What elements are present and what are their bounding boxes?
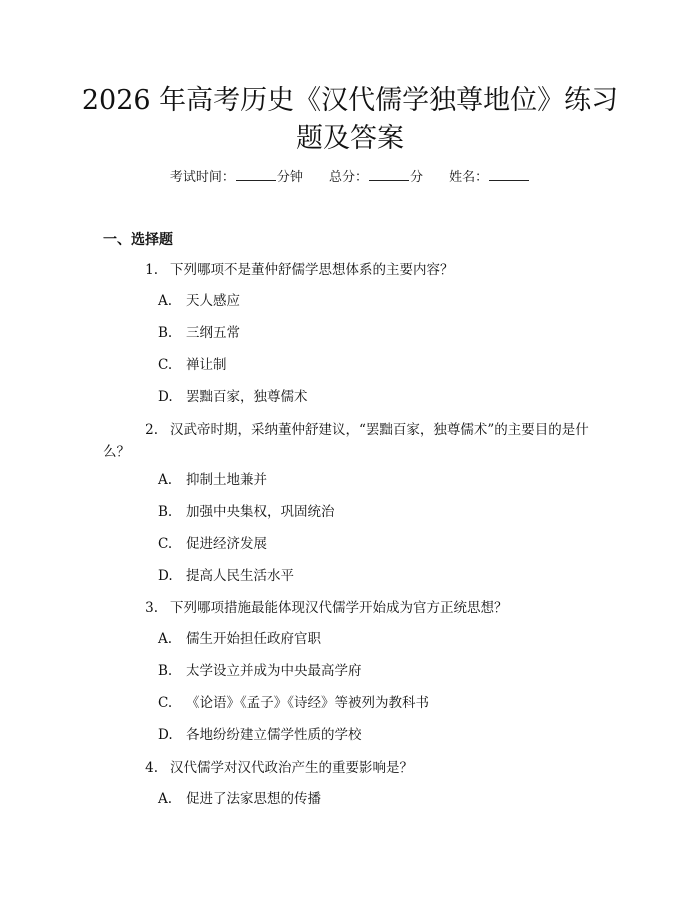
option-label: B. [158, 663, 173, 679]
section-title: 一、选择题 [103, 232, 173, 248]
option-label: A. [158, 631, 173, 647]
option-2b[interactable] [158, 502, 335, 522]
option-3d[interactable] [158, 725, 362, 745]
option-label: C. [158, 695, 173, 711]
option-label: C. [158, 357, 173, 373]
exam-time-blank[interactable] [236, 168, 276, 181]
option-text: 抑制土地兼并 [186, 472, 267, 488]
exam-time-label: 考试时间： [169, 170, 235, 185]
option-text: 各地纷纷建立儒学性质的学校 [186, 727, 362, 743]
option-label: A. [158, 293, 173, 309]
option-3b[interactable] [158, 661, 362, 681]
question-3 [103, 597, 603, 619]
option-text: 天人感应 [186, 293, 240, 309]
page-title-line-1: 2026 年高考历史《汉代儒学独尊地位》练习 [81, 85, 619, 116]
question-text: 下列哪项不是董仲舒儒学思想体系的主要内容？ [170, 262, 454, 278]
question-text: 汉代儒学对汉代政治产生的重要影响是？ [170, 760, 413, 776]
name-field [449, 170, 530, 185]
total-score-label: 总分： [328, 170, 368, 185]
option-2c[interactable] [158, 534, 267, 554]
option-text: 儒生开始担任政府官职 [186, 631, 321, 647]
option-text: 禅让制 [186, 357, 227, 373]
question-2 [103, 419, 603, 441]
option-1d[interactable] [158, 387, 308, 407]
total-score-field [329, 170, 423, 185]
option-text: 提高人民生活水平 [186, 568, 294, 584]
option-1a[interactable] [158, 291, 240, 311]
option-4a[interactable] [158, 789, 321, 809]
question-number: 1. [145, 262, 158, 278]
option-label: A. [158, 791, 173, 807]
question-1 [103, 259, 603, 281]
exam-info-row [0, 168, 700, 188]
option-label: C. [158, 536, 173, 552]
question-number: 4. [145, 760, 158, 776]
page-title-line-2: 题及答案 [296, 123, 404, 154]
option-label: B. [158, 325, 173, 341]
question-number: 2. [145, 422, 158, 438]
total-score-unit: 分 [410, 170, 424, 185]
option-label: D. [158, 568, 173, 584]
exam-time-unit: 分钟 [276, 170, 303, 185]
option-label: D. [158, 389, 173, 405]
question-number: 3. [145, 600, 158, 616]
name-label: 姓名： [449, 170, 489, 185]
option-text: 促进了法家思想的传播 [186, 791, 321, 807]
option-text: 三纲五常 [186, 325, 240, 341]
total-score-blank[interactable] [369, 168, 409, 181]
option-label: B. [158, 504, 173, 520]
option-text: 罢黜百家，独尊儒术 [186, 389, 308, 405]
option-1b[interactable] [158, 323, 240, 343]
option-label: D. [158, 727, 173, 743]
option-text: 加强中央集权，巩固统治 [186, 504, 335, 520]
option-label: A. [158, 472, 173, 488]
option-3c[interactable] [158, 693, 429, 713]
option-1c[interactable] [158, 355, 227, 375]
question-2-continued [103, 441, 603, 463]
option-3a[interactable] [158, 629, 321, 649]
option-text: 促进经济发展 [186, 536, 267, 552]
question-text-line-2: 么？ [103, 444, 130, 460]
exam-time-field [170, 170, 303, 185]
question-text: 下列哪项措施最能体现汉代儒学开始成为官方正统思想？ [170, 600, 508, 616]
question-text-line-1: 汉武帝时期，采纳董仲舒建议，“罢黜百家，独尊儒术”的主要目的是什 [170, 422, 589, 438]
question-4 [103, 757, 603, 779]
name-blank[interactable] [489, 168, 529, 181]
option-2d[interactable] [158, 566, 294, 586]
option-text: 《论语》《孟子》《诗经》等被列为教科书 [186, 695, 429, 711]
option-text: 太学设立并成为中央最高学府 [186, 663, 362, 679]
option-2a[interactable] [158, 470, 267, 490]
